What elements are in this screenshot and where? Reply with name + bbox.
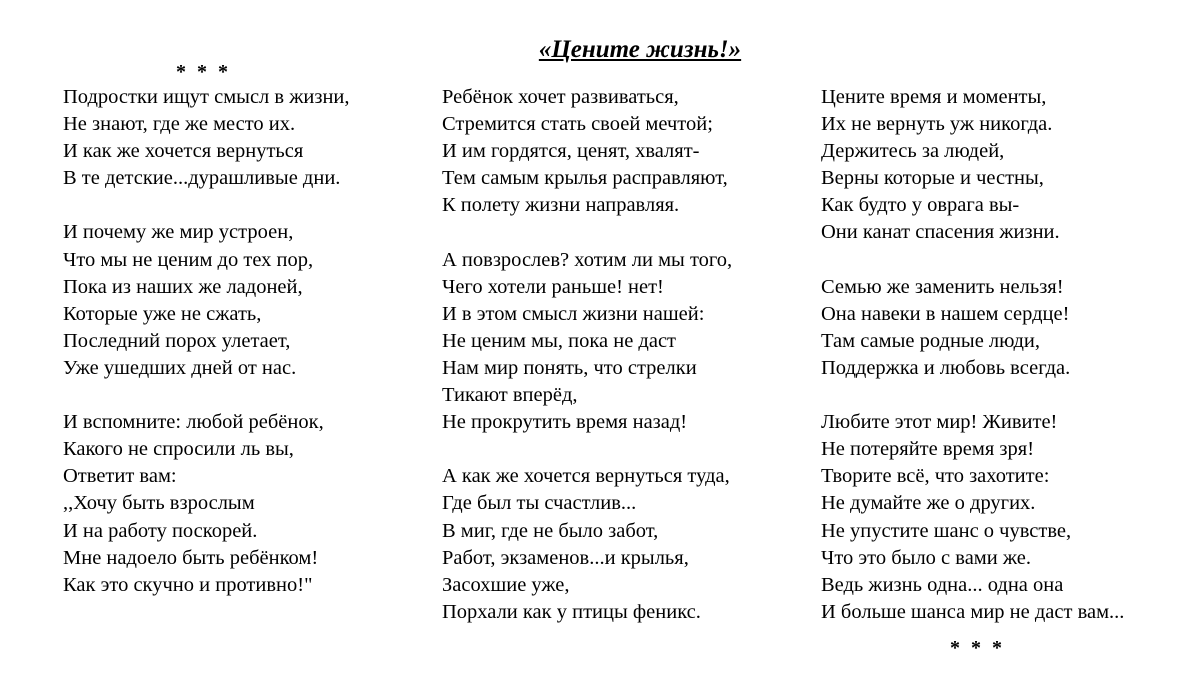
poem-line: Она навеки в нашем сердце! xyxy=(821,302,1070,325)
poem-line: Не потеряйте время зря! xyxy=(821,438,1035,461)
stanza xyxy=(821,84,1124,247)
stanza xyxy=(442,247,732,437)
poem-line: Подростки ищут смысл в жизни, xyxy=(63,86,350,108)
poem-line: Их не вернуть уж никогда. xyxy=(821,113,1053,136)
poem-title: «Цените жизнь!» xyxy=(538,36,742,63)
poem-line: И как же хочется вернуться xyxy=(63,140,304,163)
stanza xyxy=(442,463,732,626)
poem-line: А как же хочется вернуться туда, xyxy=(442,465,730,488)
poem-line: Чего хотели раньше! нет! xyxy=(442,275,664,298)
stanza xyxy=(63,219,350,382)
poem-line: Не упустите шанс о чувстве, xyxy=(821,519,1072,542)
poem-line: И на работу поскорей. xyxy=(63,519,258,542)
poem-line: Последний порох улетает, xyxy=(63,329,291,352)
poem-line: Порхали как у птицы феникс. xyxy=(442,600,701,623)
poem-line: И им гордятся, ценят, хвалят- xyxy=(442,140,700,163)
poem-line: Ведь жизнь одна... одна она xyxy=(821,573,1064,596)
poem-line: Работ, экзаменов...и крылья, xyxy=(442,546,689,569)
poem-line: Мне надоело быть ребёнком! xyxy=(63,546,319,569)
section-divider-bottom: * * * xyxy=(950,637,1005,659)
poem-line: И почему же мир устроен, xyxy=(63,221,294,244)
poem-line: Тикают вперёд, xyxy=(442,384,578,407)
stanza xyxy=(821,274,1124,382)
poem-column-3 xyxy=(821,84,1124,626)
stanza xyxy=(63,84,350,192)
poem-line: ,,Хочу быть взрослым xyxy=(63,492,255,515)
stanza xyxy=(442,84,732,219)
poem-line: Какого не спросили ль вы, xyxy=(63,438,294,461)
poem-line: Творите всё, что захотите: xyxy=(821,465,1050,488)
poem-line: В те детские...дурашливые дни. xyxy=(63,167,341,190)
poem-line: Ответит вам: xyxy=(63,465,177,488)
poem-line: Засохшие уже, xyxy=(442,573,570,596)
poem-line: Что это было с вами же. xyxy=(821,546,1031,569)
poem-line: Не ценим мы, пока не даст xyxy=(442,329,677,352)
poem-line: К полету жизни направляя. xyxy=(442,194,680,217)
poem-line: Как это скучно и противно!" xyxy=(63,573,313,596)
poem-line: А повзрослев? хотим ли мы того, xyxy=(442,248,733,271)
poem-line: Поддержка и любовь всегда. xyxy=(821,356,1071,379)
poem-line: Верны которые и честны, xyxy=(821,167,1044,190)
poem-line: И больше шанса мир не даст вам... xyxy=(821,600,1125,623)
poem-line: Любите этот мир! Живите! xyxy=(821,411,1058,434)
poem-line: В миг, где не было забот, xyxy=(442,519,659,542)
poem-line: Нам мир понять, что стрелки xyxy=(442,356,697,379)
poem-line: Там самые родные люди, xyxy=(821,329,1040,352)
poem-column-2 xyxy=(442,84,732,626)
poem-line: Они канат спасения жизни. xyxy=(821,221,1060,244)
poem-line: Которые уже не сжать, xyxy=(63,302,262,325)
poem-line: Где был ты счастлив... xyxy=(442,492,637,515)
poem-line: Не прокрутить время назад! xyxy=(442,411,688,434)
section-divider-top: * * * xyxy=(176,61,231,83)
poem-line: Держитесь за людей, xyxy=(821,140,1005,163)
poem-line: Пока из наших же ладоней, xyxy=(63,275,303,298)
poem-column-1 xyxy=(63,84,350,599)
poem-line: Ребёнок хочет развиваться, xyxy=(442,86,679,108)
poem-line: Не знают, где же место их. xyxy=(63,113,296,136)
poem-line: Как будто у оврага вы- xyxy=(821,194,1020,217)
poem-line: Семью же заменить нельзя! xyxy=(821,275,1064,298)
poem-line: Тем самым крылья расправляют, xyxy=(442,167,728,190)
stanza xyxy=(63,409,350,599)
poem-line: Что мы не ценим до тех пор, xyxy=(63,248,314,271)
poem-line: И вспомните: любой ребёнок, xyxy=(63,411,324,434)
poem-line: И в этом смысл жизни нашей: xyxy=(442,302,705,325)
poem-line: Уже ушедших дней от нас. xyxy=(63,356,297,379)
stanza xyxy=(821,409,1124,626)
poem-line: Стремится стать своей мечтой; xyxy=(442,113,713,136)
poem-line: Не думайте же о других. xyxy=(821,492,1036,515)
poem-line: Цените время и моменты, xyxy=(821,86,1047,108)
